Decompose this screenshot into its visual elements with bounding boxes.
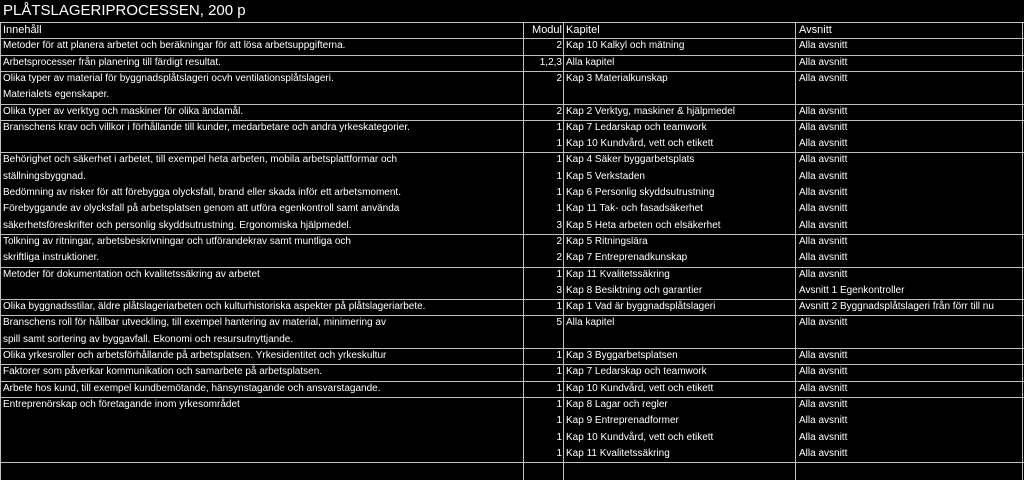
table-row: [0, 201, 1024, 217]
table-row: [0, 299, 1024, 315]
cell-avsnitt: Alla avsnitt: [799, 138, 848, 150]
cell-modul: 1: [556, 350, 562, 361]
cell-kapitel: Kap 9 Entreprenadformer: [566, 415, 679, 427]
table-row: [0, 169, 1024, 185]
table-row: [0, 397, 1024, 413]
cell-avsnitt: Alla avsnitt: [799, 170, 848, 182]
cell-modul: 1: [556, 154, 562, 166]
cell-modul: 1: [556, 187, 562, 198]
cell-avsnitt: Avsnitt 1 Egenkontroller: [799, 284, 905, 296]
cell-kapitel: Kap 10 Kundvård, vett och etikett: [566, 382, 714, 394]
cell-innehall: Materialets egenskaper.: [3, 89, 110, 101]
cell-kapitel: Kap 10 Kalkyl och mätning: [566, 40, 685, 52]
cell-modul: 1: [556, 203, 562, 215]
cell-kapitel: Kap 6 Personlig skyddsutrustning: [566, 187, 715, 198]
header-kapitel: Kapitel: [566, 24, 600, 36]
table-row: [0, 413, 1024, 429]
cell-kapitel: Alla kapitel: [566, 317, 615, 329]
table-row: [0, 185, 1024, 201]
table-row: [0, 430, 1024, 446]
cell-kapitel: Kap 10 Kundvård, vett och etikett: [566, 431, 714, 443]
cell-avsnitt: Alla avsnitt: [799, 415, 848, 427]
cell-innehall: ställningsbyggnad.: [3, 170, 86, 182]
table-row: [0, 234, 1024, 250]
cell-kapitel: Kap 8 Besiktning och garantier: [566, 284, 703, 296]
cell-modul: 1: [556, 447, 562, 459]
table-row: [0, 283, 1024, 299]
cell-avsnitt: Alla avsnitt: [799, 268, 848, 280]
table-row: [0, 218, 1024, 234]
cell-innehall: spill samt sortering av byggavfall. Ekonomi och resursutnyttjande.: [3, 333, 294, 345]
table-row: [0, 38, 1024, 54]
cell-innehall: Metoder för dokumentation och kvalitetssäkring av arbetet: [3, 268, 260, 280]
cell-avsnitt: Alla avsnitt: [799, 252, 848, 264]
cell-avsnitt: Alla avsnitt: [799, 398, 848, 410]
cell-innehall: säkerhetsföreskrifter och personlig skyddsutrustning. Ergonomiska hjälpmedel.: [3, 219, 352, 231]
cell-innehall: Olika yrkesroller och arbetsförhållande på arbetsplatsen. Yrkesidentitet och yrkeskultur: [3, 350, 387, 361]
table-row: [0, 381, 1024, 397]
table-row: [0, 104, 1024, 120]
cell-modul: 1: [556, 431, 562, 443]
cell-modul: 2: [556, 72, 562, 84]
cell-avsnitt: Alla avsnitt: [799, 203, 848, 215]
cell-modul: 2: [556, 252, 562, 264]
cell-innehall: Branschens roll för hållbar utveckling, till exempel hantering av material, minimering av: [3, 317, 386, 329]
cell-innehall: Metoder för att planera arbetet och beräkningar för att lösa arbetsuppgifterna.: [3, 40, 346, 52]
cell-avsnitt: Alla avsnitt: [799, 105, 848, 117]
table-row: [0, 55, 1024, 71]
cell-avsnitt: Alla avsnitt: [799, 121, 848, 133]
cell-modul: 1: [556, 382, 562, 394]
cell-modul: 1: [556, 138, 562, 150]
cell-avsnitt: Alla avsnitt: [799, 447, 848, 459]
cell-modul: 1: [556, 301, 562, 313]
cell-modul: 5: [556, 317, 562, 329]
table-row: [0, 267, 1024, 283]
cell-kapitel: Kap 7 Ledarskap och teamwork: [566, 121, 707, 133]
cell-kapitel: Kap 11 Tak- och fasadsäkerhet: [566, 203, 703, 215]
cell-kapitel: Kap 3 Byggarbetsplatsen: [566, 350, 678, 361]
cell-modul: 3: [556, 219, 562, 231]
cell-avsnitt: Alla avsnitt: [799, 56, 848, 68]
cell-kapitel: Kap 2 Verktyg, maskiner & hjälpmedel: [566, 105, 735, 117]
table-row: [0, 446, 1024, 462]
cell-avsnitt: Alla avsnitt: [799, 72, 848, 84]
cell-kapitel: Kap 4 Säker byggarbetsplats: [566, 154, 695, 166]
cell-avsnitt: Alla avsnitt: [799, 219, 848, 231]
cell-innehall: Olika typer av verktyg och maskiner för olika ändamål.: [3, 105, 244, 117]
cell-innehall: Arbetsprocesser från planering till färdigt resultat.: [3, 56, 221, 68]
document-title: PLÅTSLAGERIPROCESSEN, 200 p: [3, 2, 246, 19]
table-row: [0, 136, 1024, 152]
cell-modul: 1: [556, 268, 562, 280]
course-table: [0, 22, 1024, 480]
cell-innehall: Tolkning av ritningar, arbetsbeskrivningar och utförandekrav samt muntliga och: [3, 235, 351, 247]
header-modul: Modul: [532, 24, 562, 36]
cell-innehall: Behörighet och säkerhet i arbetet, till exempel heta arbeten, mobila arbetsplattformar och: [3, 154, 398, 166]
cell-kapitel: Kap 7 Entreprenadkunskap: [566, 252, 688, 264]
cell-modul: 1: [556, 398, 562, 410]
table-row: [0, 152, 1024, 168]
cell-innehall: Bedömning av risker för att förebygga olycksfall, brand eller skada inför ett arbetsmoment.: [3, 187, 401, 198]
cell-innehall: Branschens krav och villkor i förhållande till kunder, medarbetare och andra yrkeskategorier.: [3, 121, 410, 133]
row-divider: [0, 462, 1024, 463]
cell-avsnitt: Alla avsnitt: [799, 382, 848, 394]
cell-innehall: skriftliga instruktioner.: [3, 252, 100, 264]
cell-modul: 2: [556, 235, 562, 247]
cell-avsnitt: Alla avsnitt: [799, 40, 848, 52]
cell-innehall: Olika byggnadsstilar, äldre plåtslageriarbeten och kulturhistoriska aspekter på plåtslageriarbete.: [3, 301, 426, 313]
header-innehall: Innehåll: [3, 24, 42, 36]
cell-kapitel: Kap 11 Kvalitetssäkring: [566, 268, 670, 280]
cell-modul: 1: [556, 366, 562, 378]
cell-avsnitt: Alla avsnitt: [799, 350, 848, 361]
cell-kapitel: Alla kapitel: [566, 56, 615, 68]
table-row: [0, 120, 1024, 136]
header-avsnitt: Avsnitt: [799, 24, 832, 36]
table-row: [0, 332, 1024, 348]
cell-avsnitt: Alla avsnitt: [799, 431, 848, 443]
cell-avsnitt: Alla avsnitt: [799, 235, 848, 247]
cell-modul: 1,2,3: [539, 56, 562, 68]
cell-modul: 3: [556, 284, 562, 296]
table-row: [0, 348, 1024, 364]
table-row: [0, 71, 1024, 87]
table-header-row: [0, 22, 1024, 38]
cell-kapitel: Kap 1 Vad är byggnadsplåtslageri: [566, 301, 716, 313]
cell-kapitel: Kap 5 Heta arbeten och elsäkerhet: [566, 219, 721, 231]
cell-modul: 1: [556, 121, 562, 133]
cell-modul: 2: [556, 105, 562, 117]
cell-innehall: Olika typer av material för byggnadsplåtslageri ocvh ventilationsplåtslageri.: [3, 72, 334, 84]
cell-modul: 1: [556, 170, 562, 182]
cell-avsnitt: Alla avsnitt: [799, 154, 848, 166]
cell-kapitel: Kap 3 Materialkunskap: [566, 72, 668, 84]
cell-avsnitt: Alla avsnitt: [799, 317, 848, 329]
cell-kapitel: Kap 8 Lagar och regler: [566, 398, 668, 410]
cell-innehall: Faktorer som påverkar kommunikation och samarbete på arbetsplatsen.: [3, 366, 323, 378]
cell-kapitel: Kap 10 Kundvård, vett och etikett: [566, 138, 714, 150]
cell-kapitel: Kap 11 Kvalitetssäkring: [566, 447, 670, 459]
cell-innehall: Arbete hos kund, till exempel kundbemötande, hänsynstagande och ansvarstagande.: [3, 382, 381, 394]
table-row: [0, 315, 1024, 331]
cell-innehall: Förebyggande av olycksfall på arbetsplatsen genom att utföra egenkontroll samt använda: [3, 203, 400, 215]
table-row: [0, 364, 1024, 380]
table-row: [0, 250, 1024, 266]
cell-innehall: Entreprenörskap och företagande inom yrkesområdet: [3, 398, 240, 410]
table-row: [0, 87, 1024, 103]
cell-avsnitt: Avsnitt 2 Byggnadsplåtslageri från förr till nu: [799, 301, 994, 313]
cell-modul: 2: [556, 40, 562, 52]
cell-modul: 1: [556, 415, 562, 427]
cell-kapitel: Kap 5 Verkstaden: [566, 170, 645, 182]
cell-kapitel: Kap 5 Ritningslära: [566, 235, 648, 247]
cell-kapitel: Kap 7 Ledarskap och teamwork: [566, 366, 707, 378]
cell-avsnitt: Alla avsnitt: [799, 366, 848, 378]
cell-avsnitt: Alla avsnitt: [799, 187, 848, 198]
